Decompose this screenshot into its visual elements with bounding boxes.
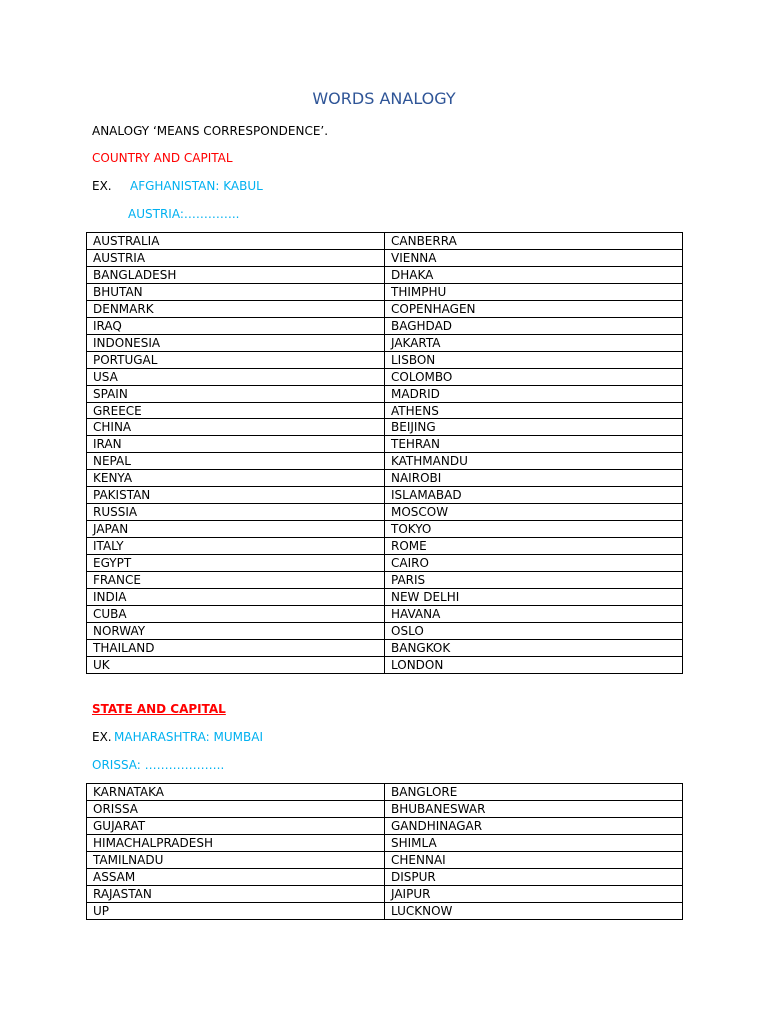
table-row [87,334,683,351]
question-text: ORISSA: ……………….. [92,758,225,772]
row-name-cell: CHINA [87,419,385,436]
table-row [87,283,683,300]
row-name-cell: USA [87,368,385,385]
state-capital-table [86,783,683,920]
row-capital-cell: BEIJING [385,419,683,436]
row-name-cell: FRANCE [87,572,385,589]
row-name-cell: RAJASTAN [87,885,385,902]
table-row [87,402,683,419]
section-heading-state-capital: STATE AND CAPITAL [92,702,226,716]
table-row [87,300,683,317]
row-name-cell: JAPAN [87,521,385,538]
table-row [87,800,683,817]
row-name-cell: INDIA [87,589,385,606]
table-row [87,249,683,266]
row-capital-cell: BHUBANESWAR [385,800,683,817]
table-row [87,784,683,801]
table-row [87,470,683,487]
row-name-cell: RUSSIA [87,504,385,521]
table-row [87,266,683,283]
row-capital-cell: BAGHDAD [385,317,683,334]
row-capital-cell: PARIS [385,572,683,589]
table-row [87,885,683,902]
example-label: EX. [92,730,112,744]
row-capital-cell: ROME [385,538,683,555]
row-capital-cell: GANDHINAGAR [385,817,683,834]
row-capital-cell: CANBERRA [385,233,683,250]
table-row [87,419,683,436]
table-row [87,851,683,868]
row-name-cell: AUSTRIA [87,249,385,266]
table-row [87,868,683,885]
row-capital-cell: COPENHAGEN [385,300,683,317]
row-capital-cell: CHENNAI [385,851,683,868]
row-name-cell: ORISSA [87,800,385,817]
row-name-cell: NORWAY [87,622,385,639]
row-capital-cell: DISPUR [385,868,683,885]
row-capital-cell: ATHENS [385,402,683,419]
row-capital-cell: SHIMLA [385,834,683,851]
row-name-cell: UK [87,656,385,673]
table-row [87,521,683,538]
row-capital-cell: THIMPHU [385,283,683,300]
row-name-cell: THAILAND [87,639,385,656]
row-name-cell: KARNATAKA [87,784,385,801]
row-capital-cell: LONDON [385,656,683,673]
row-capital-cell: COLOMBO [385,368,683,385]
country-capital-table-body [87,233,683,674]
row-capital-cell: JAKARTA [385,334,683,351]
row-name-cell: GREECE [87,402,385,419]
row-name-cell: DENMARK [87,300,385,317]
row-name-cell: HIMACHALPRADESH [87,834,385,851]
table-row [87,504,683,521]
row-capital-cell: VIENNA [385,249,683,266]
row-capital-cell: LISBON [385,351,683,368]
row-name-cell: CUBA [87,605,385,622]
row-name-cell: IRAQ [87,317,385,334]
intro-text: ANALOGY ‘MEANS CORRESPONDENCE’. [92,124,329,138]
row-capital-cell: BANGKOK [385,639,683,656]
example-value: MAHARASHTRA: MUMBAI [114,730,264,744]
state-capital-table-body [87,784,683,920]
example-label: EX. [92,179,112,193]
row-name-cell: TAMILNADU [87,851,385,868]
table-row [87,453,683,470]
row-capital-cell: JAIPUR [385,885,683,902]
row-name-cell: ASSAM [87,868,385,885]
row-name-cell: IRAN [87,436,385,453]
row-name-cell: ITALY [87,538,385,555]
row-name-cell: EGYPT [87,555,385,572]
row-capital-cell: TOKYO [385,521,683,538]
table-row [87,605,683,622]
table-row [87,487,683,504]
table-row [87,656,683,673]
row-name-cell: UP [87,902,385,919]
question-text: AUSTRIA:………….. [128,207,240,221]
row-capital-cell: KATHMANDU [385,453,683,470]
table-row [87,639,683,656]
row-name-cell: NEPAL [87,453,385,470]
row-capital-cell: MADRID [385,385,683,402]
row-capital-cell: CAIRO [385,555,683,572]
table-row [87,351,683,368]
row-name-cell: BHUTAN [87,283,385,300]
table-row [87,436,683,453]
row-capital-cell: OSLO [385,622,683,639]
table-row [87,368,683,385]
row-capital-cell: NEW DELHI [385,589,683,606]
table-row [87,834,683,851]
row-name-cell: INDONESIA [87,334,385,351]
page-title: WORDS ANALOGY [312,89,456,108]
row-capital-cell: BANGLORE [385,784,683,801]
example-value: AFGHANISTAN: KABUL [130,179,263,193]
row-capital-cell: TEHRAN [385,436,683,453]
table-row [87,233,683,250]
row-name-cell: SPAIN [87,385,385,402]
country-capital-table [86,232,683,674]
row-capital-cell: ISLAMABAD [385,487,683,504]
row-capital-cell: LUCKNOW [385,902,683,919]
row-name-cell: PORTUGAL [87,351,385,368]
table-row [87,572,683,589]
row-name-cell: KENYA [87,470,385,487]
row-capital-cell: HAVANA [385,605,683,622]
table-row [87,555,683,572]
row-name-cell: PAKISTAN [87,487,385,504]
row-capital-cell: MOSCOW [385,504,683,521]
table-row [87,902,683,919]
table-row [87,589,683,606]
table-row [87,317,683,334]
table-row [87,538,683,555]
section-heading-country-capital: COUNTRY AND CAPITAL [92,151,233,165]
row-capital-cell: NAIROBI [385,470,683,487]
table-row [87,385,683,402]
table-row [87,817,683,834]
row-name-cell: AUSTRALIA [87,233,385,250]
row-name-cell: BANGLADESH [87,266,385,283]
row-capital-cell: DHAKA [385,266,683,283]
table-row [87,622,683,639]
row-name-cell: GUJARAT [87,817,385,834]
